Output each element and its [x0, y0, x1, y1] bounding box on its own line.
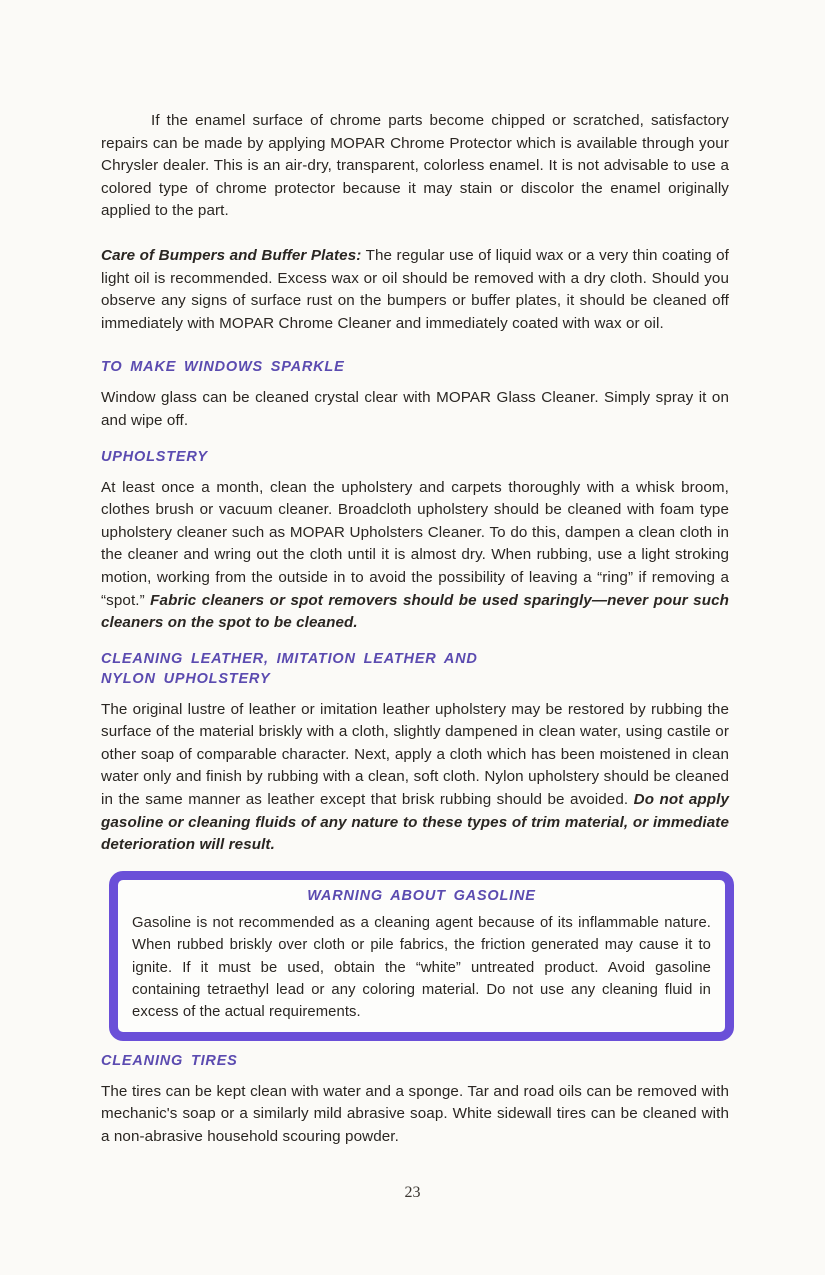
leather-heading-line2: NYLON UPHOLSTERY: [101, 670, 271, 687]
bumpers-paragraph: [101, 245, 729, 335]
intro-paragraph: If the enamel surface of chrome parts become chipped or scratched, satisfactory repairs can be made by applying MOPAR Chrome Protector which is available through your Chrysler dealer. This is an air-dry, transparent, colorless enamel. It is not advisable to use a colored type of chrome protector because it may stain or discolor the enamel originally applied to the part.: [101, 112, 729, 220]
tires-paragraph: The tires can be kept clean with water and a sponge. Tar and road oils can be removed with mechanic's soap or a similarly mild abrasive soap. White sidewall tires can be cleaned with a non-abrasive household scouring powder.: [101, 1082, 729, 1146]
bumpers-text: The regular use of liquid wax or a very thin coating of light oil is recommended. Excess wax or oil should be removed with a dry cloth. Should you observe any signs of surface rust on the bumpers or buffer plates, it should be cleaned off immediately with MOPAR Chrome Cleaner and immediately coated with wax or oil.: [101, 246, 729, 332]
upholstery-heading: UPHOLSTERY: [101, 448, 208, 465]
warning-heading: WARNING ABOUT GASOLINE: [307, 887, 536, 904]
tires-heading: CLEANING TIRES: [101, 1052, 238, 1069]
bumpers-run-in-heading: Care of Bumpers and Buffer Plates:: [101, 246, 362, 264]
leather-text: The original lustre of leather or imitation leather upholstery may be restored by rubbing the surface of the material briskly with a cloth, slightly dampened in clean water, using castile or other soap of comparable character. Next, apply a cloth which has been moistened in clean water only and finish by rubbing with a clean, soft cloth. Nylon upholstery should be cleaned in the same manner as leather except that brisk rubbing should be avoided.: [101, 700, 729, 809]
upholstery-emphasis: Fabric cleaners or spot removers should be used sparingly—never pour such cleaners on the spot to be cleaned.: [101, 591, 729, 632]
windows-paragraph: Window glass can be cleaned crystal clear with MOPAR Glass Cleaner. Simply spray it on and wipe off.: [101, 389, 729, 429]
warning-box: [109, 871, 734, 1041]
page-number: 23: [404, 1184, 421, 1201]
leather-heading: [101, 649, 729, 689]
document-page: [101, 110, 729, 1149]
upholstery-paragraph: [101, 477, 729, 635]
leather-emphasis: Do not apply gasoline or cleaning fluids of any nature to these types of trim material, or immediate deterioration will result.: [101, 791, 729, 854]
windows-heading: TO MAKE WINDOWS SPARKLE: [101, 359, 345, 376]
warning-paragraph: Gasoline is not recommended as a cleaning agent because of its inflammable nature. When rubbed briskly over cloth or pile fabrics, the friction generated may cause it to ignite. If it must be used, obtain the “white” untreated product. Avoid gasoline containing tetraethyl lead or any coloring material. Do not use any cleaning fluid in excess of the actual requirements.: [132, 914, 711, 1021]
upholstery-text: At least once a month, clean the upholstery and carpets thoroughly with a whisk broom, clothes brush or vacuum cleaner. Broadcloth upholstery should be cleaned with foam type upholstery cleaner such as MOPAR Upholsters Cleaner. To do this, dampen a clean cloth in the cleaner and wring out the cloth until it is almost dry. When rubbing, use a light stroking motion, working from the outside in to avoid the possibility of leaving a “ring” if removing a “spot.”: [101, 478, 729, 609]
leather-heading-line1: CLEANING LEATHER, IMITATION LEATHER AND: [101, 650, 478, 667]
leather-paragraph: [101, 699, 729, 857]
